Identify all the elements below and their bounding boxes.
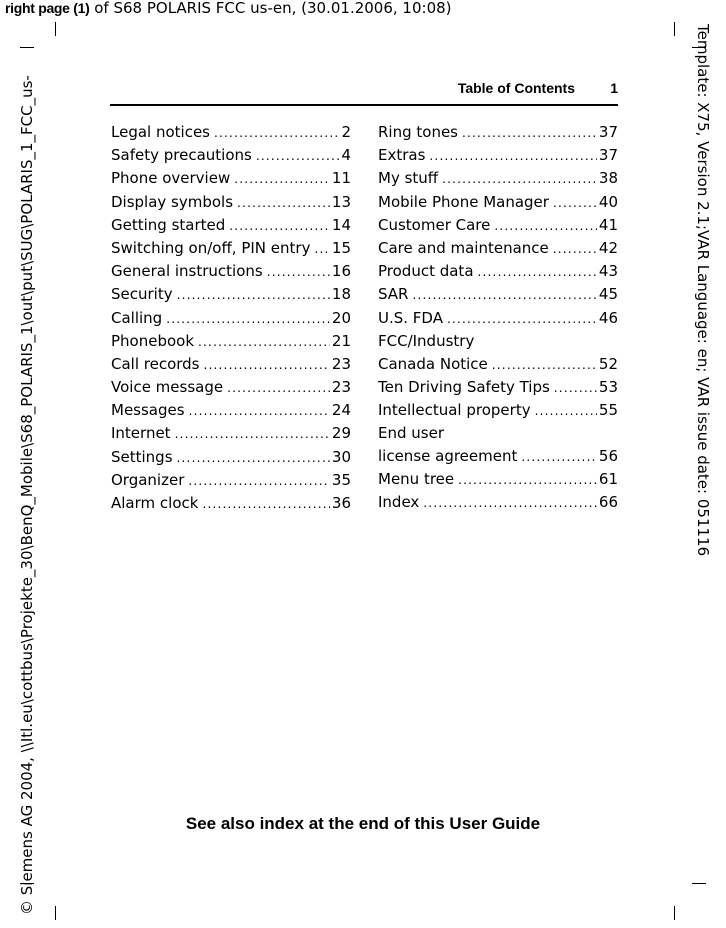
crop-mark <box>692 883 706 884</box>
toc-entry-label: Messages <box>111 401 185 420</box>
toc-leader-dots <box>166 308 330 331</box>
toc-leader-dots <box>442 168 597 191</box>
toc-entry[interactable] <box>111 446 351 469</box>
toc-entry-label: Customer Care <box>378 215 491 234</box>
toc-entry-label: license agreement <box>378 447 518 466</box>
toc-entry-page: 40 <box>598 192 618 211</box>
toc-leader-dots <box>234 168 330 191</box>
toc-entry-label: SAR <box>378 285 409 304</box>
toc-leader-dots <box>478 261 597 284</box>
crop-mark <box>674 22 675 36</box>
toc-entry-label: General instructions <box>111 262 263 281</box>
toc-leader-dots <box>188 470 330 493</box>
toc-entry-label: Display symbols <box>111 192 234 211</box>
toc-entry-label: Extras <box>378 146 426 165</box>
toc-entry[interactable] <box>111 283 351 306</box>
toc-entry-page: 11 <box>331 169 351 188</box>
toc-entry[interactable] <box>111 121 351 144</box>
toc-entry[interactable] <box>111 399 351 422</box>
toc-entry-page: 13 <box>331 192 351 211</box>
toc-entry-label: Ring tones <box>378 123 458 141</box>
toc-entry[interactable] <box>378 121 618 144</box>
crop-mark <box>20 47 34 48</box>
toc-entry[interactable] <box>111 330 351 353</box>
toc-leader-dots <box>237 192 330 215</box>
crop-mark <box>55 906 56 920</box>
toc-entry-label: Care and maintenance <box>378 238 549 257</box>
toc-entry-label: Alarm clock <box>111 494 199 512</box>
crop-mark <box>674 906 675 920</box>
toc-entry-label: Organizer <box>111 470 185 489</box>
toc-leader-dots <box>447 308 597 331</box>
toc-entry[interactable] <box>378 144 618 167</box>
toc-entry-page: 23 <box>331 378 351 397</box>
toc-entry-page: 41 <box>598 215 618 234</box>
toc-entry[interactable] <box>378 307 618 330</box>
toc-entry-label: Phone overview <box>111 169 231 188</box>
toc-entry[interactable] <box>378 491 618 514</box>
toc-entry-page: 43 <box>598 262 618 281</box>
toc-leader-dots <box>177 447 330 470</box>
toc-leader-dots <box>492 354 597 377</box>
toc-leader-dots <box>189 400 330 423</box>
page-meta-line <box>5 0 452 17</box>
toc-leader-dots <box>229 215 330 238</box>
toc-entry[interactable] <box>111 167 351 190</box>
toc-entry-page: 55 <box>598 400 618 419</box>
toc-entry[interactable] <box>378 191 618 214</box>
toc-entry[interactable] <box>378 399 618 422</box>
toc-entry[interactable] <box>378 167 618 190</box>
toc-entry[interactable] <box>111 353 351 376</box>
toc-leader-dots <box>198 331 330 354</box>
toc-entry-label: Calling <box>111 308 163 327</box>
toc-entry-page: 37 <box>598 146 618 165</box>
toc-entry-label-line1: End user <box>378 424 444 443</box>
toc-entry-label: Intellectual property <box>378 400 531 419</box>
toc-entry[interactable] <box>111 376 351 399</box>
toc-entry-page: 15 <box>331 238 351 257</box>
toc-leader-dots <box>227 377 330 400</box>
toc-leader-dots <box>494 215 597 238</box>
toc-entry-label: Safety precautions <box>111 146 252 165</box>
toc-entry-label: Phonebook <box>111 331 195 350</box>
toc-leader-dots <box>458 469 597 492</box>
toc-entry-label: Call records <box>111 354 200 373</box>
toc-entry-page: 21 <box>331 331 351 350</box>
toc-entry-label: Canada Notice <box>378 354 488 373</box>
toc-leader-dots <box>553 192 597 215</box>
page-meta-rest: of S68 POLARIS FCC us-en, (30.01.2006, 10:08) <box>89 0 452 17</box>
header-page-number: 1 <box>610 80 618 96</box>
toc-entry-page: 20 <box>331 308 351 327</box>
toc-entry[interactable] <box>111 237 351 260</box>
toc-entry-page: 66 <box>598 493 618 512</box>
toc-entry-page: 14 <box>331 215 351 234</box>
toc-entry-label: Internet <box>111 424 171 443</box>
toc-entry[interactable] <box>378 422 618 468</box>
toc-leader-dots <box>177 284 330 307</box>
toc-entry-page: 2 <box>341 123 351 141</box>
toc-entry-page: 24 <box>331 401 351 420</box>
toc-entry-page: 38 <box>598 169 618 188</box>
toc-entry[interactable] <box>378 376 618 399</box>
toc-entry-page: 37 <box>598 123 618 141</box>
toc-entry[interactable] <box>378 330 618 376</box>
toc-entry[interactable] <box>111 214 351 237</box>
toc-leader-dots <box>462 122 597 145</box>
toc-entry[interactable] <box>378 468 618 491</box>
toc-entry-page: 46 <box>598 308 618 327</box>
toc-leader-dots <box>204 354 330 377</box>
toc-entry[interactable] <box>111 492 351 515</box>
toc-leader-dots <box>553 238 597 261</box>
toc-entry-label: Switching on/off, PIN entry <box>111 238 311 257</box>
toc-entry-page: 53 <box>598 377 618 396</box>
toc-leader-dots <box>521 446 597 469</box>
toc-leader-dots <box>214 122 339 145</box>
toc-entry[interactable] <box>378 260 618 283</box>
toc-leader-dots <box>175 423 330 446</box>
toc-entry[interactable] <box>378 214 618 237</box>
toc-entry[interactable] <box>111 307 351 330</box>
toc-entry-label: Getting started <box>111 215 226 234</box>
toc-entry-page: 45 <box>598 285 618 304</box>
toc-entry-label: Product data <box>378 262 474 281</box>
toc-entry-page: 4 <box>341 146 351 165</box>
toc-entry[interactable] <box>111 469 351 492</box>
toc-column-right <box>378 121 618 514</box>
running-header <box>110 80 618 102</box>
toc-entry-page: 29 <box>331 424 351 443</box>
crop-mark <box>55 22 56 36</box>
toc-entry-page: 56 <box>598 447 618 466</box>
toc-entry[interactable] <box>111 422 351 445</box>
toc-leader-dots <box>554 377 597 400</box>
toc-entry-page: 30 <box>331 447 351 466</box>
toc-entry-label: Settings <box>111 447 173 466</box>
toc-leader-dots <box>412 284 596 307</box>
header-rule <box>110 104 618 106</box>
toc-entry-label: Security <box>111 285 173 304</box>
side-path-text: © Siemens AG 2004, \\Itl.eu\cottbus\Projekte_30\BenQ_Mobile\S68_POLARIS_1\out\put\SUG\POLARIS_1_FCC_us- <box>18 75 36 915</box>
toc-entry-label: Legal notices <box>111 123 210 141</box>
toc-entry[interactable] <box>111 144 351 167</box>
toc-leader-dots <box>202 493 329 516</box>
toc-entry-label-line1: FCC/Industry <box>378 331 475 350</box>
toc-entry-label: Mobile Phone Manager <box>378 192 549 211</box>
toc-leader-dots <box>429 145 596 168</box>
toc-entry[interactable] <box>378 283 618 306</box>
footer-note: See also index at the end of this User Guide <box>185 814 541 833</box>
toc-leader-dots <box>267 261 330 284</box>
header-rule-gap <box>577 101 618 104</box>
toc-entry-page: 16 <box>331 262 351 281</box>
toc-entry-page: 35 <box>331 470 351 489</box>
toc-entry-label: U.S. FDA <box>378 308 443 327</box>
toc-entry-label: Index <box>378 493 420 512</box>
toc-leader-dots <box>423 492 597 515</box>
toc-column-left <box>111 121 351 515</box>
side-template-text: Template: X75, Version 2.1;VAR Language: en; VAR issue date: 051116 <box>694 24 712 557</box>
toc-entry-page: 18 <box>331 285 351 304</box>
toc-leader-dots <box>256 145 340 168</box>
page-meta-bold: right page (1) <box>5 0 90 16</box>
toc-leader-dots <box>535 400 597 423</box>
toc-entry-page: 36 <box>331 494 351 512</box>
toc-entry-page: 52 <box>598 354 618 373</box>
toc-entry[interactable] <box>378 237 618 260</box>
toc-entry-label: Menu tree <box>378 470 455 489</box>
toc-entry[interactable] <box>111 191 351 214</box>
toc-entry-label: Ten Driving Safety Tips <box>378 377 550 396</box>
toc-entry-page: 23 <box>331 354 351 373</box>
toc-entry-page: 42 <box>598 238 618 257</box>
header-title: Table of Contents <box>457 80 575 96</box>
toc-entry[interactable] <box>111 260 351 283</box>
toc-leader-dots <box>314 238 329 261</box>
toc-entry-label: My stuff <box>378 169 439 188</box>
toc-entry-label: Voice message <box>111 378 224 397</box>
toc-entry-page: 61 <box>598 470 618 489</box>
